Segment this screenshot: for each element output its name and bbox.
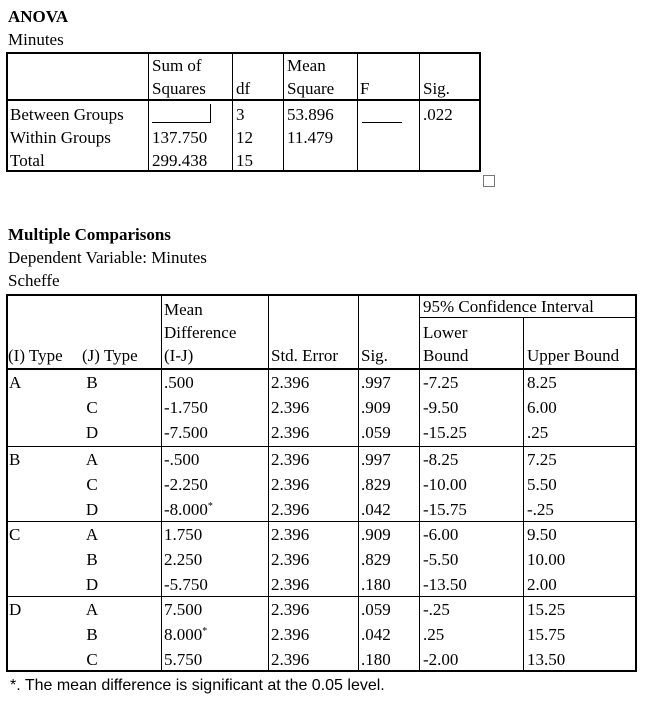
mc-cell-stderr: 2.396	[271, 475, 310, 494]
mc-cell-upper: 13.50	[527, 650, 566, 669]
mc-mean-diff-value: 7.500	[164, 600, 203, 619]
mc-cell-jtype: D	[85, 500, 99, 519]
mc-header-upper: Upper Bound	[527, 346, 620, 365]
anova-cell-meansq: 53.896	[287, 105, 334, 124]
mc-cell-jtype: D	[85, 575, 99, 594]
mc-cell-jtype: B	[86, 550, 98, 569]
mc-cell-stderr: 2.396	[271, 600, 310, 619]
mc-cell-jtype: B	[86, 373, 98, 392]
mc-cell-sig: .042	[361, 500, 391, 519]
mc-mean-diff-value: -1.750	[164, 398, 208, 417]
mc-cell-upper: 2.00	[527, 575, 557, 594]
mc-cell-itype: B	[9, 450, 21, 469]
mc-header-rule	[6, 368, 637, 370]
mc-cell-sig: .997	[361, 450, 391, 469]
mc-cell-upper: -.25	[527, 500, 554, 519]
significance-marker: *	[207, 501, 213, 512]
mc-cell-jtype: C	[86, 650, 98, 669]
mc-header-sig: Sig.	[361, 346, 388, 365]
mc-cell-lower: -13.50	[423, 575, 467, 594]
anova-header-rule	[6, 99, 481, 101]
mc-cell-mean-diff	[164, 399, 208, 416]
mc-mean-diff-value: 1.750	[164, 525, 203, 544]
mc-header-jtype: (J) Type	[82, 346, 138, 365]
mc-cell-upper: 15.75	[527, 625, 566, 644]
mc-cell-mean-diff	[164, 451, 199, 468]
anova-header-meansq: Square	[287, 79, 335, 98]
mc-cell-sig: .909	[361, 398, 391, 417]
mc-mean-diff-value: -2.250	[164, 475, 208, 494]
mc-method: Scheffe	[8, 271, 60, 290]
anova-row-label: Between Groups	[10, 105, 124, 124]
mc-footnote: *. The mean difference is significant at the 0.05 level.	[10, 677, 385, 694]
mc-cell-mean-diff	[164, 551, 202, 568]
mc-cell-upper: 5.50	[527, 475, 557, 494]
mc-mean-diff-value: 5.750	[164, 650, 203, 669]
mc-cell-mean-diff	[164, 651, 202, 668]
mc-cell-lower: -.25	[423, 600, 450, 619]
mc-cell-upper: 10.00	[527, 550, 566, 569]
mc-mean-diff-value: -7.500	[164, 423, 208, 442]
anova-header-sumsq: Sum of	[152, 56, 202, 75]
mc-cell-stderr: 2.396	[271, 423, 310, 442]
mc-cell-stderr: 2.396	[271, 575, 310, 594]
mc-header-stderr: Std. Error	[271, 346, 339, 365]
anova-subtitle: Minutes	[8, 30, 64, 49]
significance-marker: *	[202, 626, 208, 637]
mc-cell-jtype: A	[85, 450, 99, 469]
anova-header-f: F	[360, 79, 370, 98]
mc-cell-sig: .997	[361, 373, 391, 392]
anova-cell-meansq: 11.479	[287, 128, 334, 147]
mc-mean-diff-value: -5.750	[164, 575, 208, 594]
mc-cell-lower: -2.00	[423, 650, 459, 669]
mc-cell-upper: 6.00	[527, 398, 557, 417]
mc-cell-lower: -5.50	[423, 550, 459, 569]
mc-mean-diff-value: 2.250	[164, 550, 203, 569]
resize-handle[interactable]	[483, 175, 495, 187]
mc-cell-stderr: 2.396	[271, 398, 310, 417]
mc-cell-jtype: B	[86, 625, 98, 644]
mc-header-lower: Bound	[423, 346, 469, 365]
mc-header-md: Mean	[164, 300, 203, 319]
mc-cell-upper: 8.25	[527, 373, 557, 392]
mc-header-md: Difference	[164, 323, 237, 342]
mc-cell-jtype: A	[85, 525, 99, 544]
anova-header-sig: Sig.	[423, 79, 450, 98]
mc-cell-lower: -15.75	[423, 500, 467, 519]
mc-header-lower: Lower	[423, 323, 468, 342]
anova-header-meansq: Mean	[287, 56, 326, 75]
blank-answer-field	[362, 122, 402, 123]
mc-cell-mean-diff	[164, 501, 213, 518]
mc-cell-jtype: C	[86, 398, 98, 417]
anova-cell-df: 15	[236, 151, 253, 170]
mc-cell-upper: 7.25	[527, 450, 557, 469]
mc-cell-sig: .059	[361, 600, 391, 619]
mc-cell-sig: .909	[361, 525, 391, 544]
anova-cell-sumsq: 137.750	[152, 128, 208, 147]
mc-cell-lower: .25	[423, 625, 445, 644]
mc-cell-sig: .829	[361, 475, 391, 494]
mc-cell-itype: A	[9, 373, 22, 392]
mc-cell-sig: .180	[361, 575, 391, 594]
anova-header-sumsq: Squares	[152, 79, 206, 98]
anova-row-label: Total	[10, 151, 45, 170]
mc-cell-upper: 9.50	[527, 525, 557, 544]
mc-cell-lower: -9.50	[423, 398, 459, 417]
anova-cell-sig: .022	[423, 105, 453, 124]
mc-cell-mean-diff	[164, 626, 207, 643]
mc-cell-lower: -8.25	[423, 450, 459, 469]
mc-cell-itype: D	[9, 600, 22, 619]
mc-cell-stderr: 2.396	[271, 550, 310, 569]
mc-header-md: (I-J)	[164, 346, 194, 365]
mc-cell-sig: .042	[361, 625, 391, 644]
anova-cell-sumsq: 299.438	[152, 151, 208, 170]
mc-cell-sig: .059	[361, 423, 391, 442]
anova-cell-df: 3	[236, 105, 245, 124]
mc-mean-diff-value: -.500	[164, 450, 200, 469]
mc-mean-diff-value: .500	[164, 373, 194, 392]
mc-title: Multiple Comparisons	[8, 225, 171, 244]
mc-cell-sig: .180	[361, 650, 391, 669]
mc-cell-jtype: C	[86, 475, 98, 494]
blank-answer-field	[152, 122, 210, 123]
mc-cell-stderr: 2.396	[271, 525, 310, 544]
mc-header-ci: 95% Confidence Interval	[423, 297, 594, 316]
mc-mean-diff-value: 8.000	[164, 625, 203, 644]
mc-cell-mean-diff	[164, 476, 208, 493]
anova-row-label: Within Groups	[10, 128, 111, 147]
anova-title: ANOVA	[8, 7, 69, 26]
mc-cell-mean-diff	[164, 601, 202, 618]
mc-dependent-variable: Dependent Variable: Minutes	[8, 248, 207, 267]
mc-cell-stderr: 2.396	[271, 373, 310, 392]
anova-header-df: df	[236, 79, 251, 98]
mc-cell-lower: -15.25	[423, 423, 467, 442]
mc-cell-jtype: D	[85, 423, 99, 442]
mc-cell-stderr: 2.396	[271, 450, 310, 469]
mc-cell-lower: -6.00	[423, 525, 459, 544]
mc-cell-stderr: 2.396	[271, 500, 310, 519]
mc-cell-lower: -10.00	[423, 475, 467, 494]
mc-cell-lower: -7.25	[423, 373, 459, 392]
mc-cell-upper: 15.25	[527, 600, 566, 619]
mc-mean-diff-value: -8.000	[164, 500, 208, 519]
mc-cell-upper: .25	[527, 423, 549, 442]
mc-cell-mean-diff	[164, 424, 208, 441]
mc-cell-jtype: A	[85, 600, 99, 619]
anova-cell-df: 12	[236, 128, 253, 147]
mc-cell-mean-diff	[164, 576, 208, 593]
mc-header-itype: (I) Type	[8, 346, 63, 365]
mc-cell-mean-diff	[164, 374, 194, 391]
mc-cell-itype: C	[9, 525, 21, 544]
mc-cell-stderr: 2.396	[271, 650, 310, 669]
mc-cell-mean-diff	[164, 526, 202, 543]
mc-cell-sig: .829	[361, 550, 391, 569]
mc-cell-stderr: 2.396	[271, 625, 310, 644]
